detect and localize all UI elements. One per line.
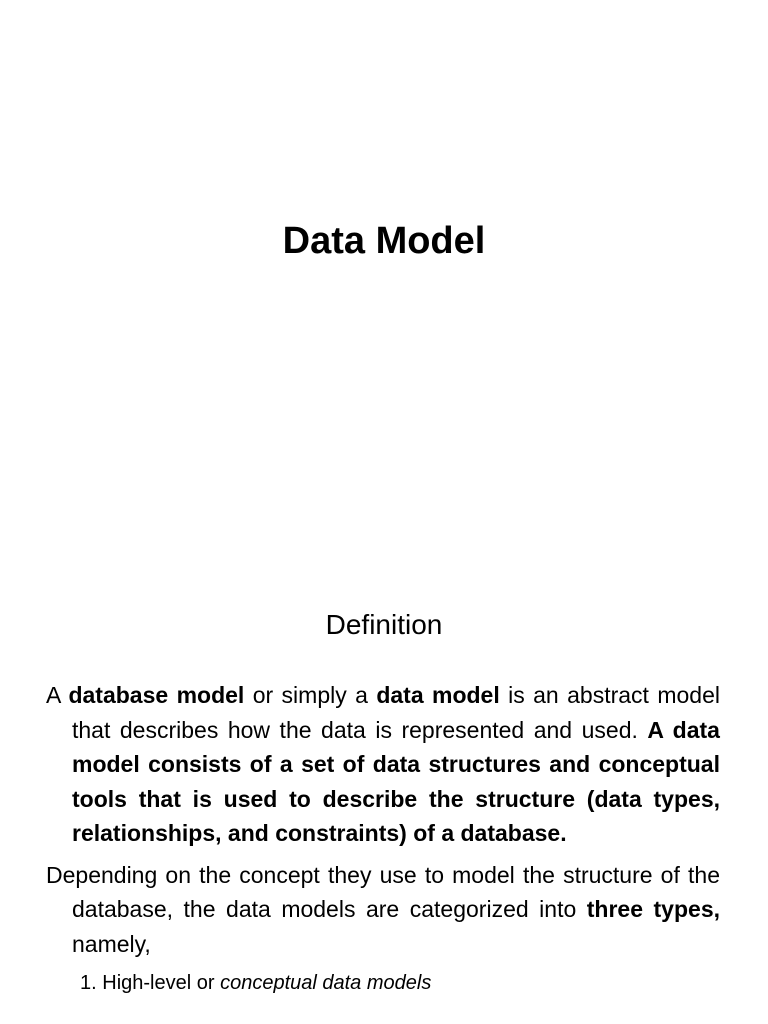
- slide-body: [46, 678, 720, 998]
- slide-subtitle: Definition: [325, 609, 443, 640]
- categories-paragraph: [46, 858, 720, 962]
- text-run: namely,: [72, 930, 151, 957]
- list-item-text: High-level or: [96, 972, 221, 994]
- list-item-italic-text: conceptual data models: [220, 972, 432, 994]
- model-types-list: [46, 968, 720, 998]
- bold-three-types: three types,: [586, 896, 720, 922]
- list-item-number: 1.: [80, 972, 97, 994]
- bold-definition-sentence: A data model consists of a set of data structures and conceptual tools that is used to describe the structure (data types, relationships, and constraints) of a database.: [72, 716, 720, 846]
- text-run: or simply a: [244, 682, 377, 708]
- definition-paragraph: [46, 678, 720, 851]
- bold-term-database-model: database model: [68, 682, 245, 708]
- bold-term-data-model: data model: [376, 682, 500, 708]
- text-run: Depending on the concept they use to model the structure of the database, the data models are categorized into: [46, 861, 720, 922]
- text-run: is an abstract model that describes how the data is represented and used.: [72, 682, 720, 743]
- text-run: A: [46, 682, 69, 708]
- slide-title: Data Model: [282, 220, 486, 262]
- list-item: [80, 968, 720, 998]
